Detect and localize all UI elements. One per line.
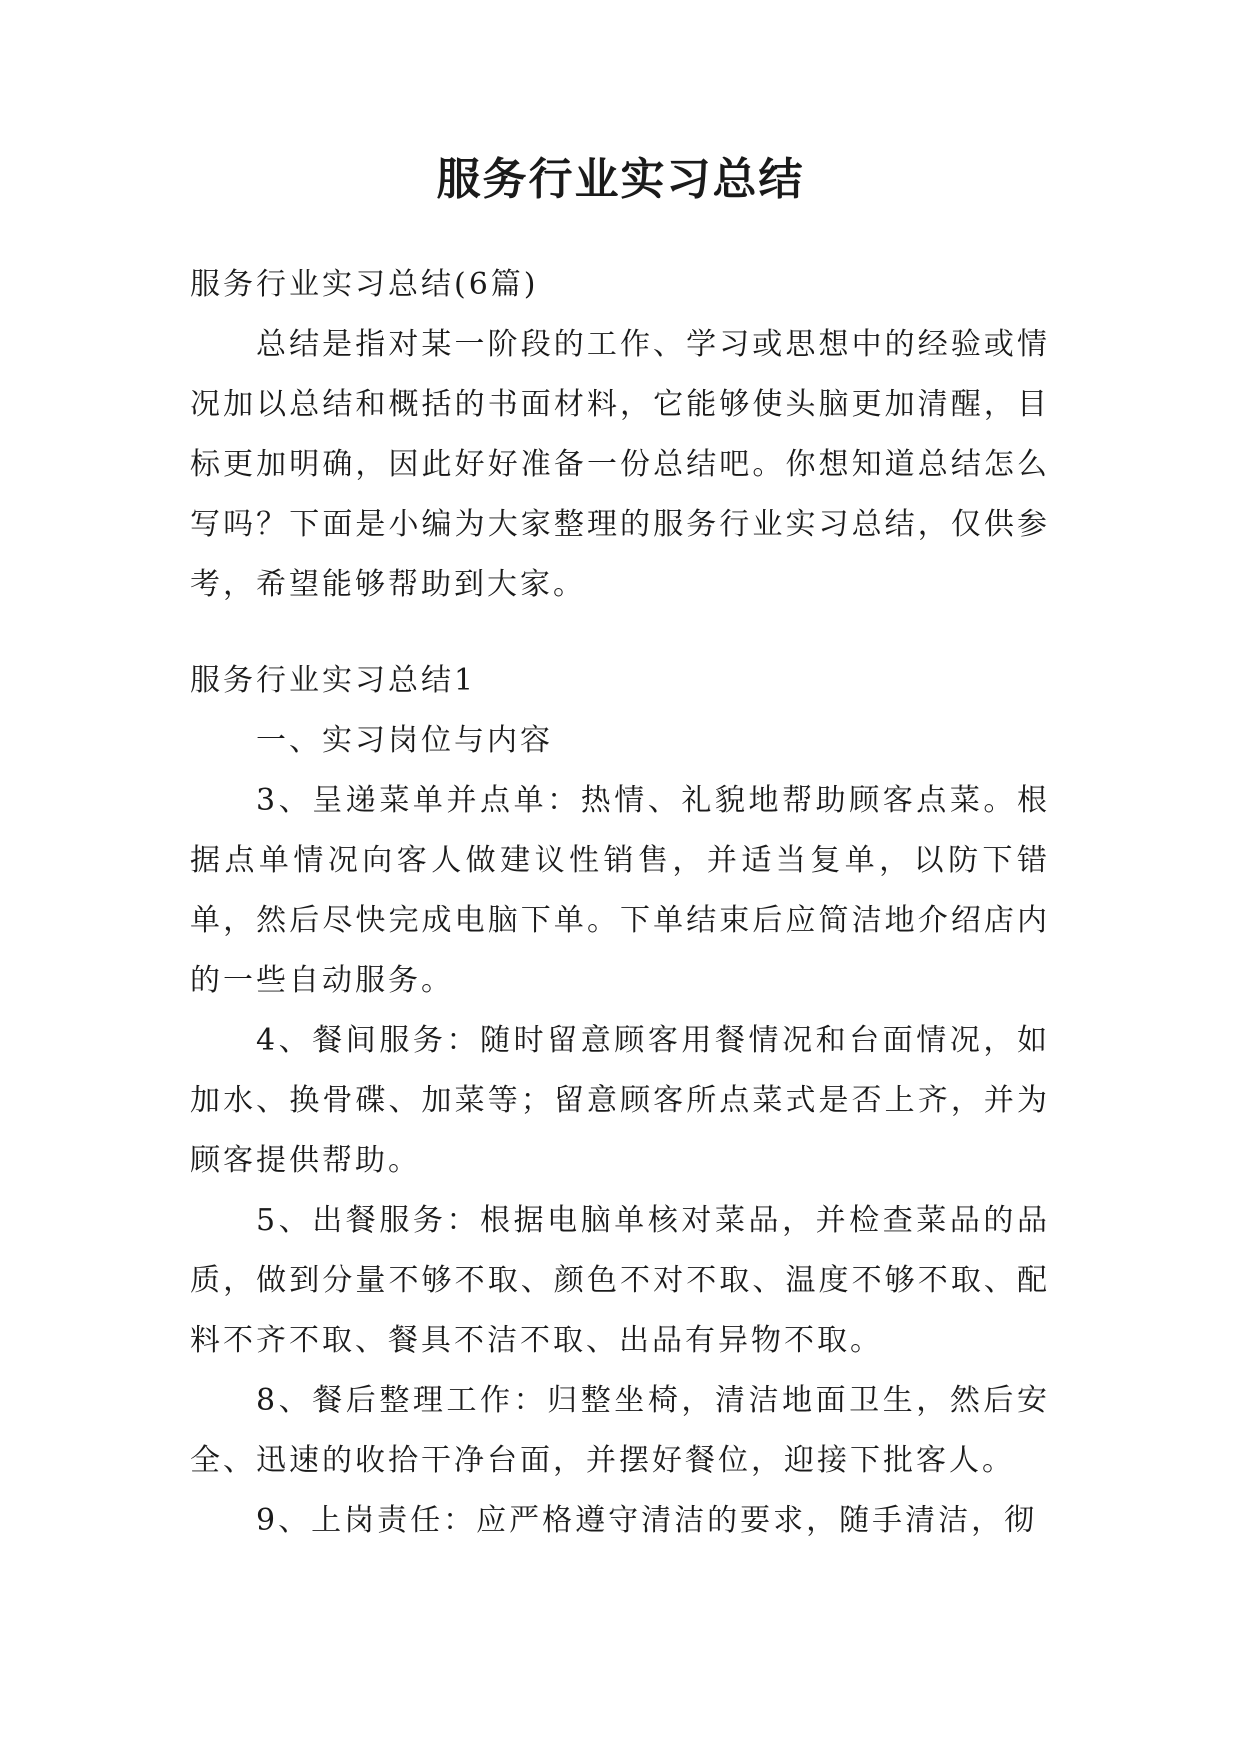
list-item-5: 5、出餐服务：根据电脑单核对菜品，并检查菜品的品质，做到分量不够不取、颜色不对不取、温度不够不取、配料不齐不取、餐具不洁不取、出品有异物不取。: [190, 1203, 1050, 1358]
list-item-3: 3、呈递菜单并点单：热情、礼貌地帮助顾客点菜。根据点单情况向客人做建议性销售，并适当复单，以防下错单，然后尽快完成电脑下单。下单结束后应简洁地介绍店内的一些自动服务。: [190, 783, 1050, 998]
paragraph-gap: [190, 615, 1050, 651]
section-heading: 服务行业实习总结1: [190, 663, 477, 698]
intro-paragraph: 总结是指对某一阶段的工作、学习或思想中的经验或情况加以总结和概括的书面材料，它能够使头脑更加清醒，目标更加明确，因此好好准备一份总结吧。你想知道总结怎么写吗？下面是小编为大家整理的服务行业实习总结，仅供参考，希望能够帮助到大家。: [190, 327, 1050, 602]
list-item-8: 8、餐后整理工作：归整坐椅，清洁地面卫生，然后安全、迅速的收拾干净台面，并摆好餐位，迎接下批客人。: [190, 1383, 1050, 1478]
list-item-4: 4、餐间服务：随时留意顾客用餐情况和台面情况，如加水、换骨碟、加菜等；留意顾客所点菜式是否上齐，并为顾客提供帮助。: [190, 1023, 1050, 1178]
list-item-9: 9、上岗责任：应严格遵守清洁的要求，随手清洁，彻: [256, 1503, 1038, 1538]
document-body: [190, 255, 1050, 1551]
subsection-heading: 一、实习岗位与内容: [256, 723, 553, 758]
document-title: 服务行业实习总结: [436, 154, 805, 205]
document-subtitle: 服务行业实习总结(6篇): [190, 267, 539, 302]
